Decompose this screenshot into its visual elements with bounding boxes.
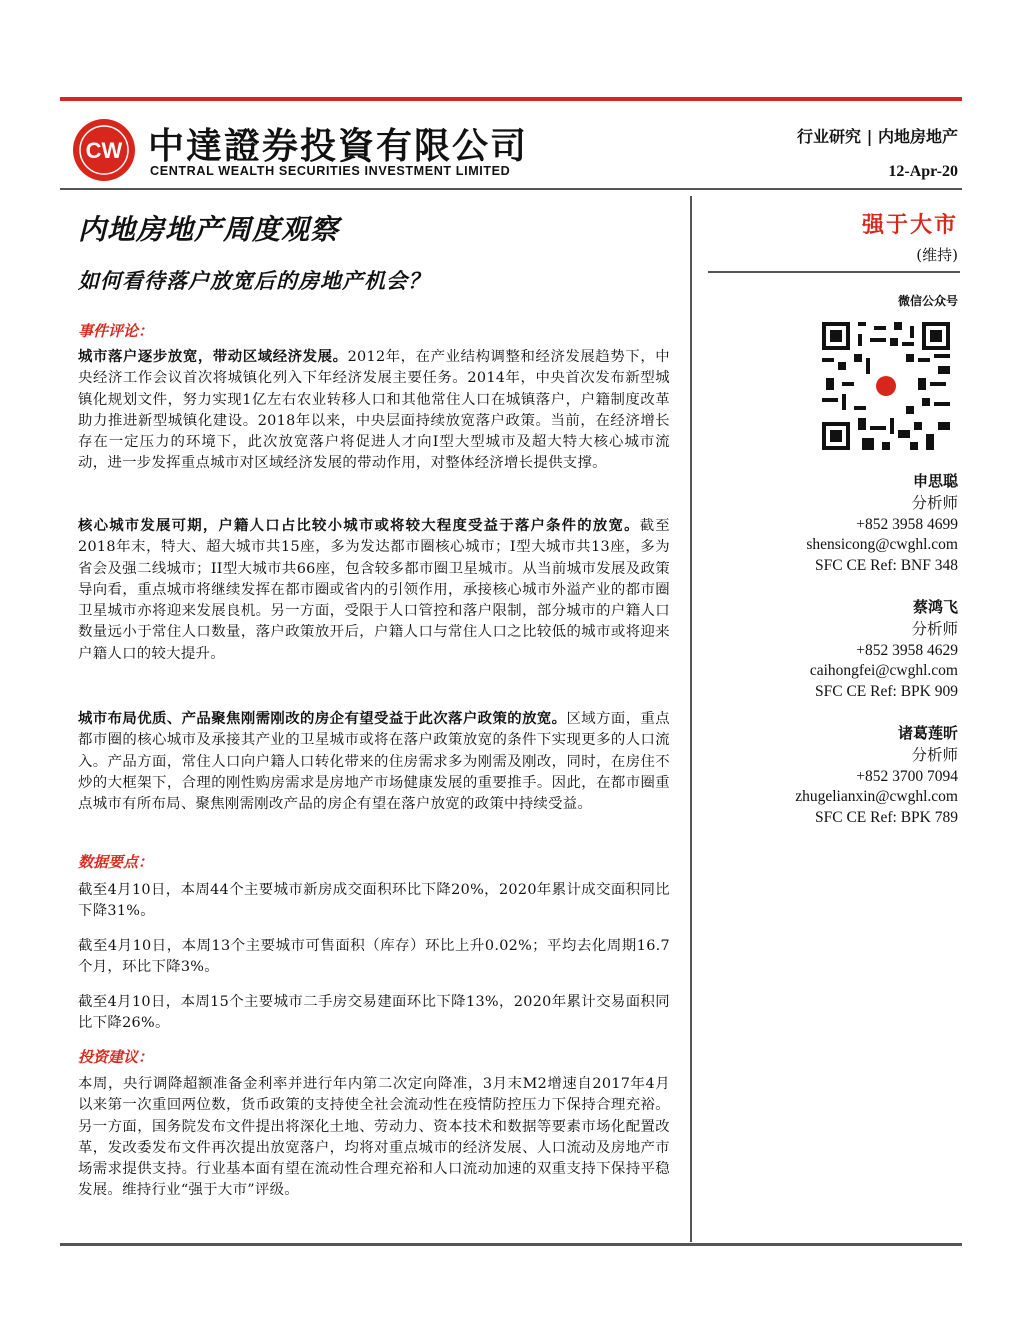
advice-heading: 投资建议： xyxy=(78,1048,154,1066)
event-p1-text: 2012年，在产业结构调整和经济发展趋势下，中央经济工作会议首次将城镇化列入下年经济发展主要任务。2014年，中央首次发布新型城镇化规划文件，努力实现1亿左右农业转移人口和其他常住人口在城镇落户，户籍制度改革助力推进新型城镇化建设。2018年以来，中央层面持续放宽落户政策。当前，在经济增长存在一定压力的环境下，此次放宽落户将促进人才向I型大型城市及超大特大核心城市流动，进一步发挥重点城市对区域经济发展的带动作用，对整体经济增长提供支撑。 xyxy=(78,349,670,472)
analyst-card xyxy=(698,594,958,702)
data-paragraph-1: 截至4月10日，本周44个主要城市新房成交面积环比下降20%，2020年累计成交面积同比下降31%。 xyxy=(78,882,670,920)
analyst-card xyxy=(698,468,958,576)
event-p3-text: 区域方面，重点都市圈的核心城市及承接其产业的卫星城市或将在落户政策放宽的条件下实现更多的人口流入。产品方面，常住人口向户籍人口转化带来的住房需求多为刚需及刚改，同时，在房住不炒的大框架下，合理的刚性购房需求是房地产市场健康发展的重要推手。因此，在都市圈重点城市有所布局、聚焦刚需刚改产品的房企有望在落户放宽的政策中持续受益。 xyxy=(78,711,670,813)
analyst-email[interactable]: shensicong@cwghl.com xyxy=(806,536,958,553)
analyst-sfc-ref: SFC CE Ref: BNF 348 xyxy=(815,556,958,574)
rating-divider xyxy=(708,271,960,273)
analyst-title: 分析师 xyxy=(911,495,958,512)
event-paragraph-1 xyxy=(78,347,670,475)
column-divider xyxy=(690,196,692,1242)
event-paragraph-3 xyxy=(78,709,670,815)
logo-text: CW xyxy=(85,138,123,163)
data-heading: 数据要点： xyxy=(78,853,154,871)
data-paragraph-3: 截至4月10日，本周15个主要城市二手房交易建面环比下降13%，2020年累计交易面积同比下降26%。 xyxy=(78,994,670,1032)
report-category: 行业研究 | 内地房地产 xyxy=(797,127,958,146)
company-name-cn: 中達證券投資有限公司 xyxy=(148,126,529,167)
report-title: 内地房地产周度观察 xyxy=(78,213,340,246)
header-divider xyxy=(60,188,962,190)
data-paragraph-2: 截至4月10日，本周13个主要城市可售面积（库存）环比上升0.02%；平均去化周期16.7个月，环比下降3%。 xyxy=(78,938,670,976)
report-date: 12-Apr-20 xyxy=(888,163,958,180)
advice-paragraph: 本周，央行调降超额准备金利率并进行年内第二次定向降准，3月末M2增速自2017年4月以来第一次重回两位数，货币政策的支持使全社会流动性在疫情防控压力下保持合理充裕。另一方面，国务院发布文件提出将深化土地、劳动力、资本技术和数据等要素市场化配置改革，发改委发布文件再次提出放宽落户，均将对重点城市的经济发展、人口流动及房地产市场需求提供支持。行业基本面有望在流动性合理充裕和人口流动加速的双重支持下保持平稳发展。维持行业“强于大市”评级。 xyxy=(78,1076,670,1199)
analyst-name: 诸葛莲昕 xyxy=(897,724,958,742)
event-p1-bold: 城市落户逐步放宽，带动区域经济发展。 xyxy=(78,349,348,365)
analyst-email[interactable]: caihongfei@cwghl.com xyxy=(809,662,958,679)
rating: 强于大市 xyxy=(861,212,958,238)
footer-divider xyxy=(60,1243,962,1246)
analyst-title: 分析师 xyxy=(911,621,958,638)
analyst-title: 分析师 xyxy=(911,747,958,764)
company-logo-icon xyxy=(72,118,136,182)
event-p2-text: 截至2018年末，特大、超大城市共15座，多为发达都市圈核心城市；I型大城市共13座，多为省会及强二线城市；II型大城市共66座，包含较多都市圈卫星城市。从当前城市发展及政策导向看，重点城市将继续发挥在都市圈或省内的引领作用，承接核心城市外溢产业的都市圈卫星城市亦将迎来发展良机。另一方面，受限于人口管控和落户限制，部分城市的户籍人口数量远小于常住人口数量，落户政策放开后，户籍人口与常住人口之比较低的城市或将迎来户籍人口的较大提升。 xyxy=(78,518,670,662)
company-name-en: CENTRAL WEALTH SECURITIES INVESTMENT LIMITED xyxy=(150,164,511,178)
analyst-card xyxy=(698,720,958,828)
analyst-phone: +852 3958 4699 xyxy=(856,515,958,533)
wechat-label: 微信公众号 xyxy=(897,294,958,308)
report-subtitle: 如何看待落户放宽后的房地产机会？ xyxy=(78,268,430,293)
analyst-email[interactable]: zhugelianxin@cwghl.com xyxy=(795,788,958,805)
analyst-phone: +852 3958 4629 xyxy=(856,641,958,659)
event-p3-bold: 城市布局优质、产品聚焦刚需刚改的房企有望受益于此次落户政策的放宽。 xyxy=(78,711,567,727)
event-heading: 事件评论： xyxy=(78,322,154,340)
wechat-qr-code-icon xyxy=(822,322,950,450)
analyst-name: 蔡鸿飞 xyxy=(912,598,958,616)
analyst-sfc-ref: SFC CE Ref: BPK 909 xyxy=(815,682,958,700)
event-paragraph-2 xyxy=(78,516,670,665)
analyst-sfc-ref: SFC CE Ref: BPK 789 xyxy=(815,808,958,826)
analyst-name: 申思聪 xyxy=(912,472,958,490)
analyst-phone: +852 3700 7094 xyxy=(856,767,958,785)
rating-note: (维持) xyxy=(916,246,958,264)
event-p2-bold: 核心城市发展可期，户籍人口占比较小城市或将较大程度受益于落户条件的放宽。 xyxy=(78,518,640,534)
top-accent-bar xyxy=(60,97,962,101)
